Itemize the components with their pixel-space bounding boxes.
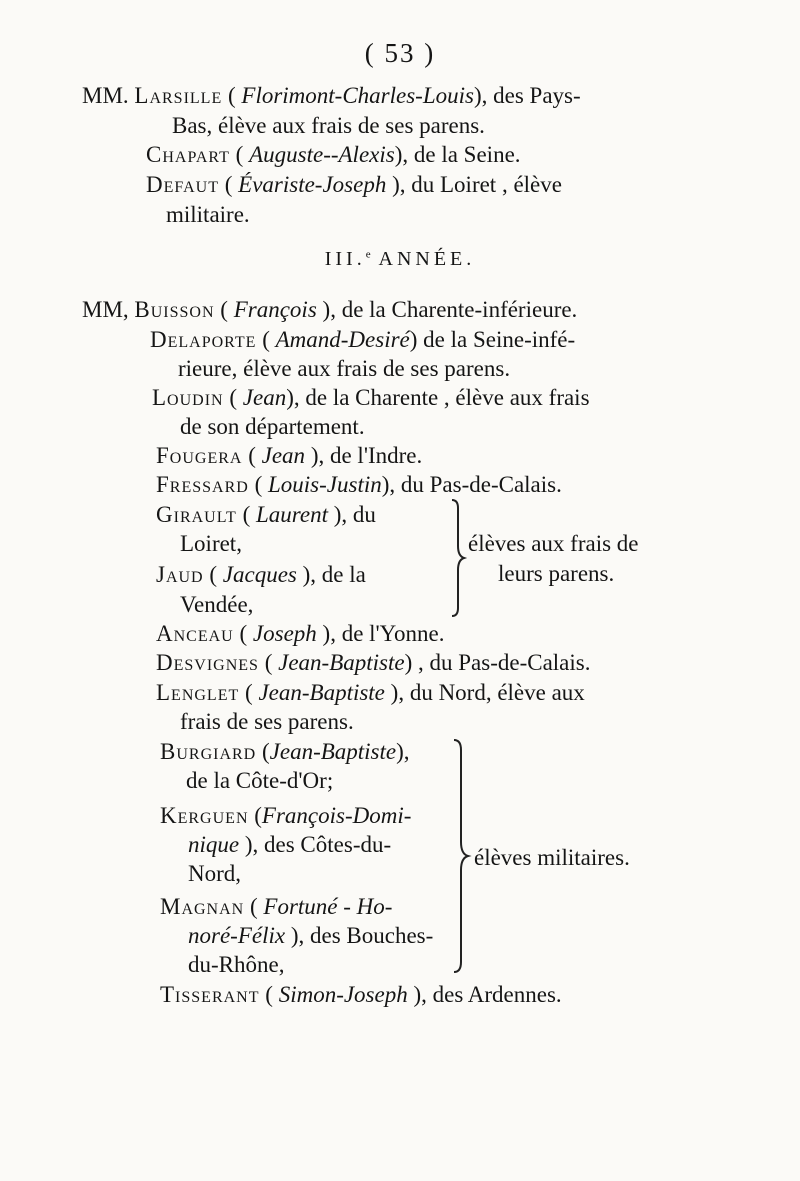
group-note: élèves militaires.	[474, 845, 630, 870]
entry-given-name: Louis-Justin	[268, 472, 382, 497]
entry-given-name: Jean-Baptiste	[258, 680, 385, 705]
entry-chapart: Chapart ( Auguste--Alexis), de la Seine.	[146, 142, 521, 167]
entry-origin: ), des Bouches-	[285, 923, 434, 948]
entry-origin: ), du Pas-de-Calais.	[381, 472, 562, 497]
entry-name: Lenglet	[156, 680, 240, 705]
entry-origin: ), du Loiret , élève	[386, 172, 562, 197]
entry-continuation: du-Rhône,	[188, 952, 285, 977]
entry-name: Burgiard	[160, 739, 257, 764]
entry-name: Magnan	[160, 894, 245, 919]
entry-given-name: Jean	[242, 385, 287, 410]
entry-given-name-cont: noré-Félix	[188, 923, 286, 948]
entry-burgiard: Burgiard (Jean-Baptiste),	[160, 739, 410, 764]
entry-continuation: rieure, élève aux frais de ses parens.	[178, 356, 511, 381]
entry-name: Tisserant	[160, 982, 260, 1007]
entry-continuation: Nord,	[188, 861, 242, 886]
entry-prefix: MM.	[82, 83, 129, 108]
entry-given-name: François	[233, 297, 317, 322]
page-number: ( 53 )	[364, 38, 436, 68]
entry-buisson: MM, Buisson ( François ), de la Charente-inférieure.	[82, 297, 578, 322]
entry-given-name: Auguste--Alexis	[249, 142, 395, 167]
heading-roman: III.	[324, 248, 366, 270]
entry-name: Larsille	[134, 83, 223, 108]
entry-given-name-cont: nique	[188, 832, 240, 857]
entry-name: Kerguen	[160, 803, 249, 828]
entry-given-name: Fortuné - Ho-	[263, 894, 393, 919]
entry-fressard: Fressard ( Louis-Justin), du Pas-de-Calais.	[156, 472, 562, 497]
entry-origin: ), du	[327, 502, 376, 527]
heading-sup: e	[365, 248, 371, 261]
entry-magnan: Magnan ( Fortuné - Ho-	[160, 894, 393, 919]
entry-continuation: de la Côte-d'Or;	[186, 768, 334, 793]
entry-given-name: Joseph	[252, 621, 317, 646]
entry-origin: ), du Nord, élève aux	[384, 680, 585, 705]
entry-continuation: frais de ses parens.	[180, 709, 354, 734]
heading-word: ANNÉE.	[378, 248, 476, 270]
entry-anceau: Anceau ( Joseph ), de l'Yonne.	[156, 621, 445, 646]
entry-jaud: Jaud ( Jacques ), de la	[156, 562, 366, 587]
entry-origin: ) , du Pas-de-Calais.	[404, 650, 591, 675]
entry-lenglet: Lenglet ( Jean-Baptiste ), du Nord, élève aux	[156, 680, 585, 705]
entry-name: Loudin	[152, 385, 224, 410]
entry-given-name: Jean-Baptiste	[269, 739, 397, 764]
entry-delaporte: Delaporte ( Amand-Desiré) de la Seine-infé-	[150, 327, 576, 352]
entry-origin: ) de la Seine-infé-	[409, 327, 576, 352]
entry-given-name: Jean	[261, 443, 306, 468]
entry-kerguen: Kerguen (François-Domi-	[160, 803, 412, 828]
entry-given-name: Amand-Desiré	[275, 327, 410, 352]
entry-continuation: Loiret,	[180, 531, 242, 556]
entry-origin: ), de la Charente , élève aux frais	[286, 385, 590, 410]
entry-continuation: Bas, élève aux frais de ses parens.	[172, 113, 485, 138]
entry-fougera: Fougera ( Jean ), de l'Indre.	[156, 443, 423, 468]
entry-defaut: Defaut ( Évariste-Joseph ), du Loiret , élève	[146, 172, 562, 197]
entry-origin: ), des Ardennes.	[407, 982, 562, 1007]
entry-given-name: Laurent	[255, 502, 328, 527]
entry-given-name: Jean-Baptiste	[278, 650, 405, 675]
entry-loudin: Loudin ( Jean), de la Charente , élève aux frais	[152, 385, 590, 410]
entry-name: Fressard	[156, 472, 249, 497]
entry-name: Anceau	[156, 621, 234, 646]
entry-given-name: Florimont-Charles-Louis	[241, 83, 474, 108]
entry-name: Fougera	[156, 443, 243, 468]
group-brace	[446, 738, 472, 974]
entry-given-name: Évariste-Joseph	[238, 172, 387, 197]
entry-origin: ), de la Seine.	[394, 142, 521, 167]
entry-origin: ), de la	[296, 562, 366, 587]
entry-given-name: Simon-Joseph	[278, 982, 408, 1007]
entry-name: Girault	[156, 502, 237, 527]
entry-continuation: militaire.	[166, 202, 250, 227]
entry-name: Defaut	[146, 172, 219, 197]
entry-name: Jaud	[156, 562, 204, 587]
entry-girault: Girault ( Laurent ), du	[156, 502, 376, 527]
entry-continuation: de son département.	[180, 414, 365, 439]
entry-origin: ), de la Charente-inférieure.	[316, 297, 578, 322]
entry-origin: ),	[396, 739, 410, 764]
entry-larsille: MM. Larsille ( Florimont-Charles-Louis), des Pays-	[82, 83, 581, 108]
entry-name: Chapart	[146, 142, 230, 167]
entry-name: Desvignes	[156, 650, 259, 675]
entry-continuation	[188, 924, 433, 947]
section-heading	[0, 248, 800, 271]
entry-given-name: Jacques	[222, 562, 297, 587]
entry-tisserant: Tisserant ( Simon-Joseph ), des Ardennes.	[160, 982, 562, 1007]
entry-origin: ), des Côtes-du-	[239, 832, 392, 857]
entry-given-name: François-Domi-	[261, 803, 412, 828]
entry-name: Buisson	[134, 297, 215, 322]
entry-prefix: MM,	[82, 297, 129, 322]
entry-origin: ), de l'Indre.	[305, 443, 423, 468]
entry-origin: ), de l'Yonne.	[316, 621, 445, 646]
group-note: leurs parens.	[498, 561, 615, 586]
entry-continuation	[188, 833, 391, 856]
entry-origin: ), des Pays-	[473, 83, 581, 108]
entry-desvignes: Desvignes ( Jean-Baptiste) , du Pas-de-Calais.	[156, 650, 591, 675]
group-brace	[444, 498, 468, 618]
group-note: élèves aux frais de	[468, 531, 639, 556]
entry-continuation: Vendée,	[180, 592, 254, 617]
entry-name: Delaporte	[150, 327, 257, 352]
